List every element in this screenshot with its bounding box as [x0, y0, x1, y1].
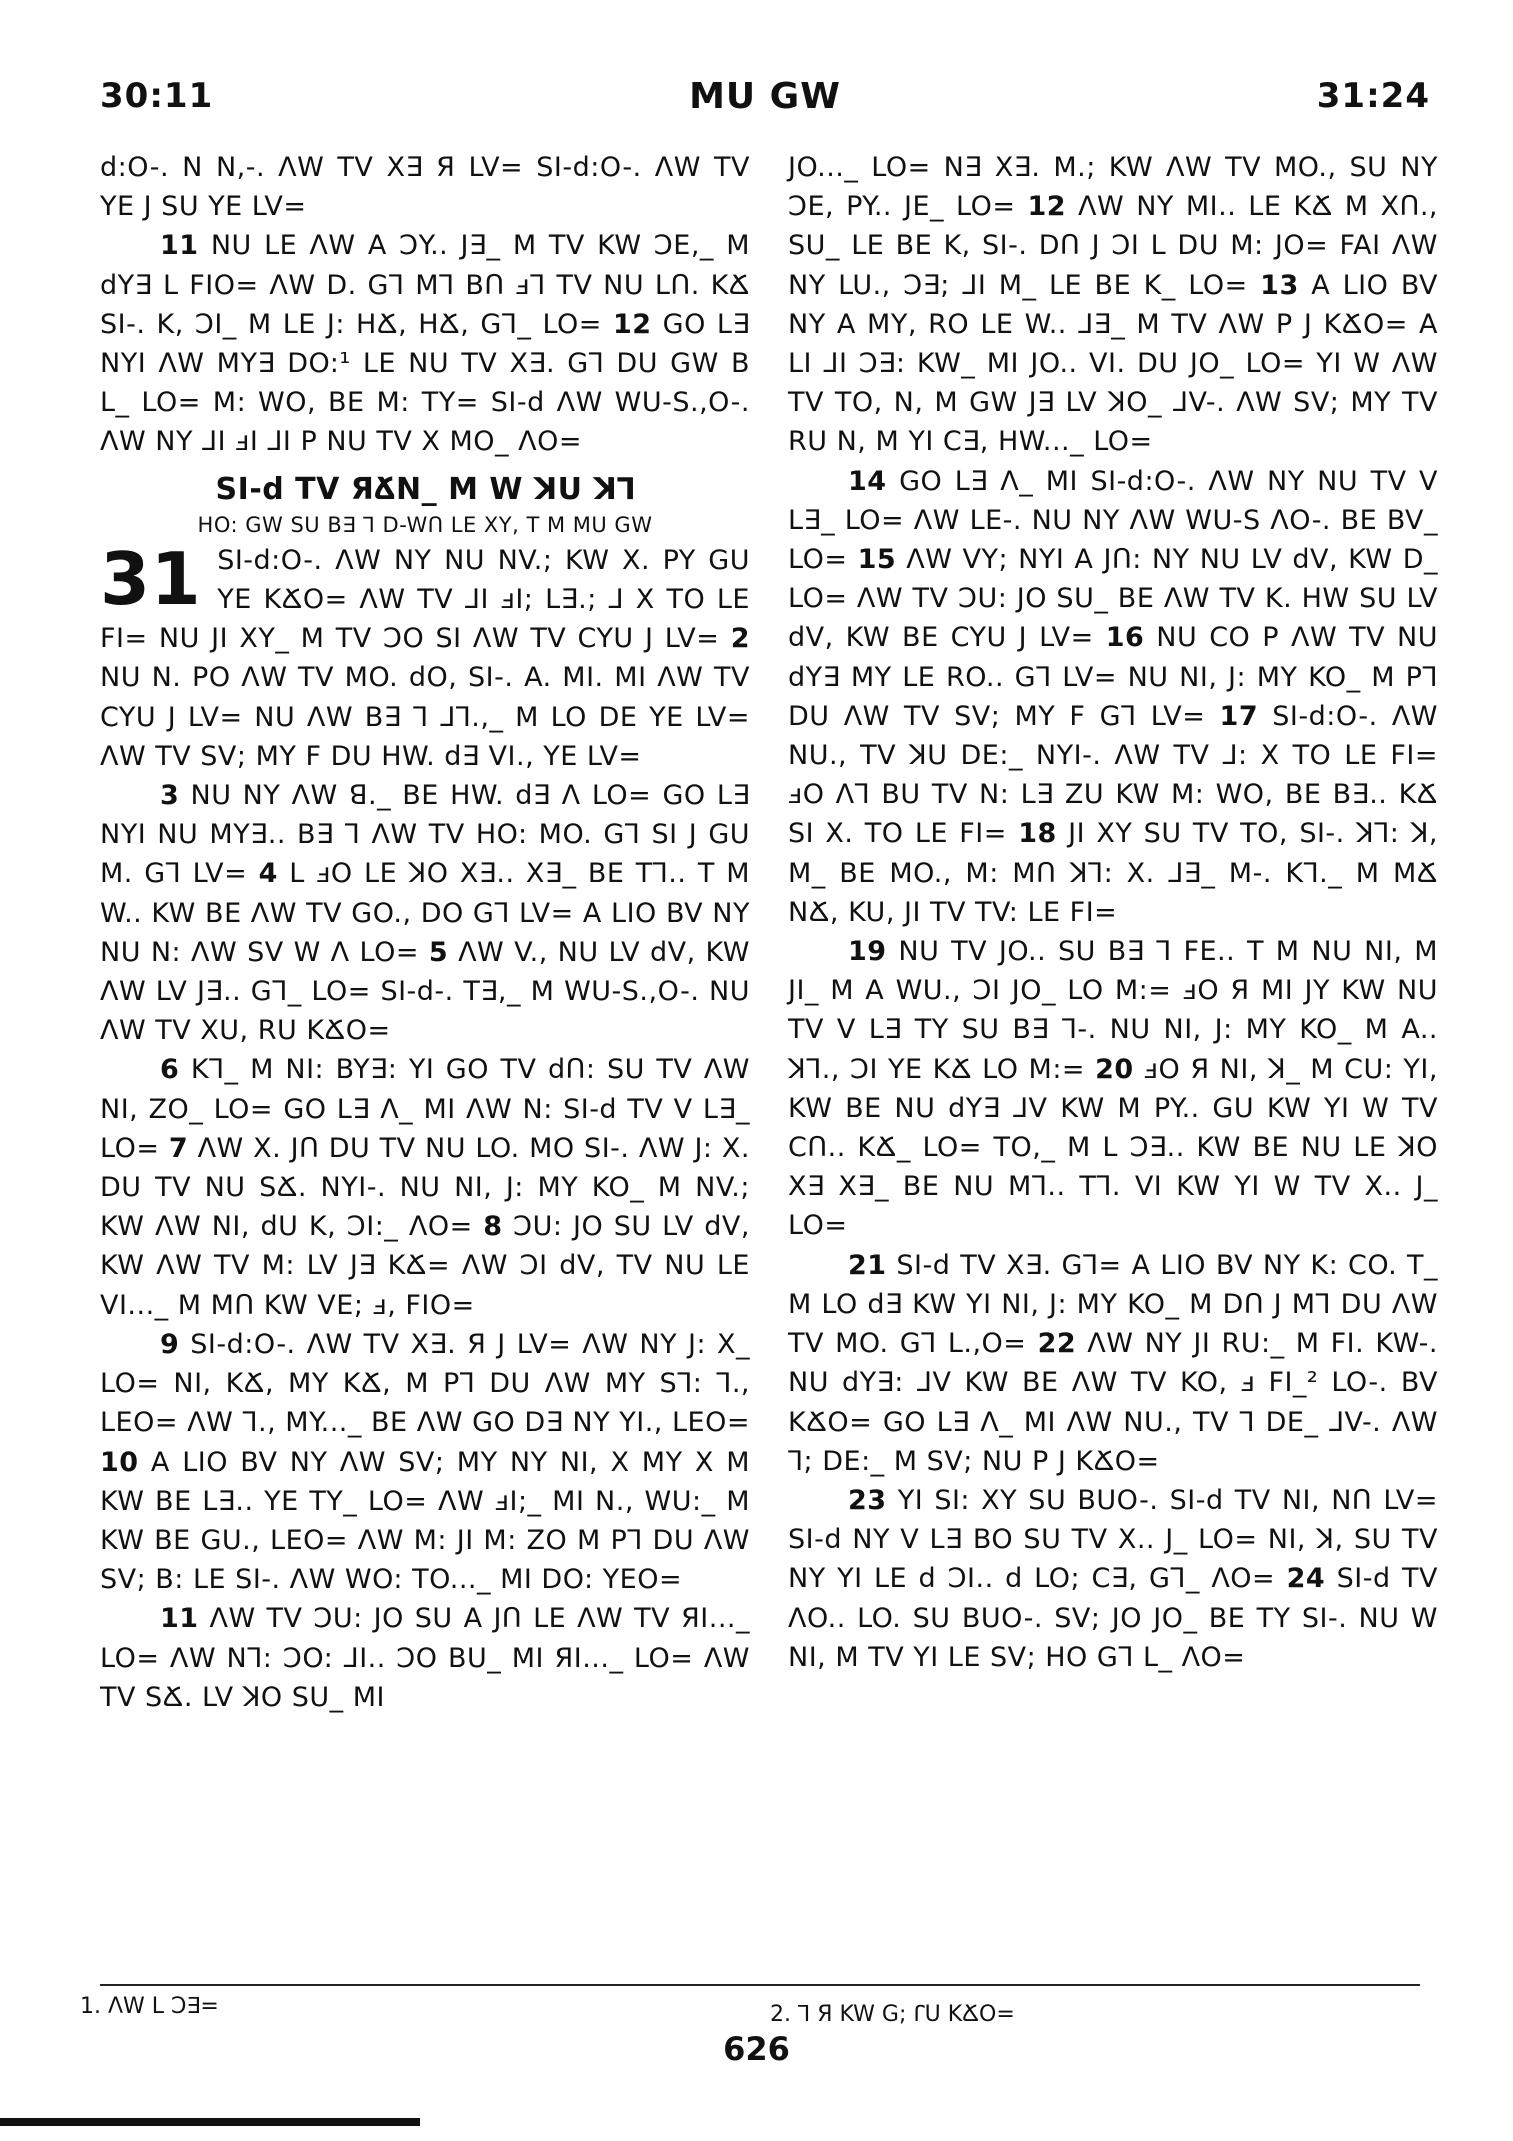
- verse-text: NU CO P ΛW TV NU dY∃ MY LE RO.. G⅂ LV= NU NI, J: MY KO_ M P⅂ DU ΛW TV SV; MY F G⅂ LV=: [788, 622, 1438, 732]
- verse-paragraph: [788, 1246, 1438, 1481]
- verse-number: 13: [1260, 269, 1299, 301]
- verse-paragraph: [788, 462, 1438, 932]
- verse-text: ΛW VY; NYI A JՈ: NY NU LV dV, KW D_ LO= ΛW TV ƆU: JO SU_ BE ΛW TV K. HW SU LV dV, KW BE CYU J LV=: [788, 544, 1438, 654]
- left-column: [100, 148, 750, 1717]
- header-book-title: MU GW: [689, 76, 841, 117]
- verse-text: A LIO BV NY A MY, RO LE W.. ⅃∃_ M TV ΛW P J KՃO= A LI ⅃I Ɔ∃: KW_ MI JO.. VI. DU JO_ LO= YI W ΛW TV TO, N, M GW J∃ LV ꓘO_ ⅃V-. ΛW SV; MY TV RU N, M YI C∃, HW..._ LO=: [788, 269, 1438, 458]
- footnote-divider: [100, 1984, 1420, 1986]
- verse-number: 2: [730, 623, 750, 655]
- verse-number: 3: [160, 780, 180, 812]
- verse-text: SI-d:O-. ΛW NU., TV ꓘU DE:_ NYI-. ΛW TV ⅃: X TO LE FI= ⅎO Λ⅂ BU TV N: L∃ ZU KW M: WO, BE B∃.. KՃ SI X. TO LE FI=: [788, 700, 1438, 850]
- verse-text: ΛW V., NU LV dV, KW ΛW LV J∃.. G⅂_ LO= SI-d-. T∃,_ M WU-S.,O-. NU ΛW TV XU, RU KՃO=: [100, 936, 750, 1047]
- verse-text: JI XY SU TV TO, SI-. ꓘ⅂: ꓘ, M_ BE MO., M: MՈ ꓘ⅂: X. ⅃∃_ M-. K⅂._ M MՃ NՃ, KU, JI TV TV: LE FI=: [788, 818, 1438, 928]
- verse-number: 11: [160, 230, 199, 262]
- verse-text: JO..._ LO= N∃ X∃. M.; KW ΛW TV MO., SU NY ƆE, PY.. JE_ LO=: [788, 152, 1438, 223]
- verse-number: 20: [1095, 1053, 1134, 1085]
- verse-paragraph: [788, 148, 1438, 462]
- verse-text: GO L∃ Λ_ MI SI-d:O-. ΛW NY NU TV V L∃_ LO= ΛW LE-. NU NY ΛW WU-S ΛO-. BE BV_ LO=: [788, 465, 1438, 576]
- chapter-start: [100, 536, 750, 776]
- verse-text: NU TV JO.. SU B∃ ⅂ FE.. T M NU NI, M JI_ M A WU., ƆI JO_ LO M:= ⅎO Я MI JY KW NU TV V L∃ TY SU B∃ ⅂-. NU NI, J: MY KO_ M A.. ꓘ⅂., ƆI YE KՃ LO M:=: [788, 936, 1438, 1085]
- verse-number: 5: [428, 936, 449, 968]
- running-header: [100, 76, 1430, 126]
- header-start-reference: 30:11: [100, 76, 214, 116]
- verse-text: NU LE ΛW A ƆY.. J∃_ M TV KW ƆE,_ M dY∃ L FIO= ΛW D. G⅂ M⅂ BՈ ⅎ⅂ TV NU LՈ. KՃ SI-. K, ƆI_ M LE J: HՃ, HՃ, G⅂_ LO=: [100, 230, 750, 340]
- verse-number: 11: [160, 1603, 199, 1635]
- footnote-1: 1. ΛW L Ɔ∃=: [80, 1994, 219, 2019]
- verse-number: 10: [100, 1446, 139, 1478]
- verse-number: 21: [848, 1249, 887, 1281]
- verse-number: 23: [848, 1484, 887, 1516]
- page-number: 626: [723, 2030, 790, 2068]
- verse-number: 17: [1219, 700, 1259, 732]
- verse-text: ΛW NY MI.. LE KՃ M XՈ., SU_ LE BE K, SI-. DՈ J ƆI L DU M: JO= FAI ΛW NY LU., Ɔ∃; ⅃I M_ LE BE K_ LO=: [788, 191, 1438, 301]
- verse-number: 8: [483, 1211, 503, 1243]
- verse-text: NU N. PO ΛW TV MO. dO, SI-. A. MI. MI ΛW TV CYU J LV= NU ΛW B∃ ⅂ ⅃⅂.,_ M LO DE YE LV= ΛW TV SV; MY F DU HW. d∃ VI., YE LV=: [100, 662, 750, 772]
- verse-paragraph: [788, 1481, 1438, 1677]
- verse-number: 15: [857, 544, 897, 576]
- verse-text: K⅂_ M NI: BY∃: YI GO TV dՈ: SU TV ΛW NI, ZO_ LO= GO L∃ Λ_ MI ΛW N: SI-d TV V L∃_ LO=: [100, 1054, 750, 1164]
- verse-text: NU NY ΛW ꓭ._ BE HW. d∃ Λ LO= GO L∃ NYI NU MY∃.. B∃ ⅂ ΛW TV HO: MO. G⅂ SI J GU M. G⅂ LV=: [100, 780, 750, 890]
- right-column: [788, 148, 1438, 1677]
- verse-text: SI-d TV X∃. G⅂= A LIO BV NY K: CO. T_ M LO d∃ KW YI NI, J: MY KO_ M DՈ J M⅂ DU ΛW TV MO. G⅂ L.,O=: [788, 1249, 1438, 1360]
- verse-number: 16: [1105, 622, 1145, 654]
- verse-text: ΛW TV ƆU: JO SU A JՈ LE ΛW TV ЯI..._ LO= ΛW N⅂: ƆO: ⅃I.. ƆO BU_ MI ЯI..._ LO= ΛW TV SՃ. LV ꓘO SU_ MI: [100, 1603, 750, 1713]
- verse-paragraph: [100, 226, 750, 461]
- section-heading: SI-d TV ЯՃN_ M W ꓘU ꓘ⅂: [215, 471, 635, 507]
- header-end-reference: 31:24: [1316, 76, 1430, 116]
- verse-paragraph: [100, 1325, 750, 1599]
- verse-number: 24: [1286, 1563, 1326, 1595]
- footnote-2: 2. ⅂ Я KW G; ꓩU KՃO=: [770, 2002, 1015, 2027]
- verse-paragraph: [100, 1599, 750, 1717]
- paragraph: d:O-. N N,-. ΛW TV X∃ Я LV= SI-d:O-. ΛW TV YE J SU YE LV=: [100, 152, 750, 223]
- verse-number: 4: [258, 858, 278, 890]
- verse-text: YI SI: XY SU BUO-. SI-d TV NI, NՈ LV= SI-d NY V L∃ BO SU TV X.. J_ LO= NI, ꓘ, SU TV NY YI LE d ƆI.. d LO; C∃, G⅂_ ΛO=: [788, 1484, 1439, 1595]
- verse-paragraph: [100, 776, 750, 1050]
- verse-text: SI-d:O-. ΛW NY NU NV.; KW X. PY GU YE KՃO= ΛW TV ⅃I ⅎI; L∃.; ⅃ X TO LE FI= NU JI XY_ M TV ƆO SI ΛW TV CYU J LV=: [100, 544, 750, 655]
- verse-paragraph: [788, 932, 1438, 1246]
- verse-text: L ⅎO LE ꓘO X∃.. X∃_ BE T⅂.. T M W.. KW BE ΛW TV GO., DO G⅂ LV= A LIO BV NY NU N: ΛW SV W Λ LO=: [100, 858, 750, 968]
- verse-text: A LIO BV NY ΛW SV; MY NY NI, X MY X M KW BE L∃.. YE TY_ LO= ΛW ⅎI;_ MI N., WU:_ M KW BE GU., LEO= ΛW M: JI M: ZO M P⅂ DU ΛW SV; B: LE SI-. ΛW WO: TO..._ MI DO: YEO=: [100, 1446, 750, 1596]
- chapter-number: 31: [100, 536, 202, 621]
- verse-number: 12: [1027, 191, 1067, 223]
- verse-number: 6: [160, 1054, 180, 1086]
- verse-paragraph: [100, 1050, 750, 1324]
- scan-edge-bar: [0, 2118, 420, 2126]
- verse-number: 12: [612, 308, 652, 340]
- verse-number: 18: [1018, 818, 1057, 850]
- verse-text: ⅎO Я NI, ꓘ_ M CU: YI, KW BE NU dY∃ ⅃V KW M PY.. GU KW YI W TV CՈ.. KՃ_ LO= TO,_ M L Ɔ∃.. KW BE NU LE ꓘO X∃ X∃_ BE NU M⅂.. T⅂. VI KW YI W TV X.. J_ LO=: [788, 1053, 1438, 1242]
- verse-number: 14: [848, 465, 887, 497]
- section-subheading: HO: GW SU B∃ ⅂ D-WՈ LE XY, T M MU GW: [197, 512, 653, 537]
- verse-text: ΛW X. JՈ DU TV NU LO. MO SI-. ΛW J: X. DU TV NU SՃ. NYI-. NU NI, J: MY KO_ M NV.; KW ΛW NI, dU K, ƆI:_ ΛO=: [100, 1132, 750, 1243]
- verse-number: 22: [1037, 1328, 1077, 1360]
- verse-text: ΛW NY JI RU:_ M FI. KW-. NU dY∃: ⅃V KW BE ΛW TV KO, ⅎ FI_² LO-. BV KՃO= GO L∃ Λ_ MI ΛW NU., TV ⅂ DE_ ⅃V-. ΛW ⅂; DE:_ M SV; NU P J KՃO=: [788, 1328, 1439, 1477]
- verse-text: ƆU: JO SU LV dV, KW ΛW TV M: LV J∃ KՃ= ΛW ƆI dV, TV NU LE VI..._ M MՈ KW VE; ⅎ, FIO=: [100, 1211, 750, 1321]
- verse-number: 19: [848, 936, 887, 968]
- verse-text: SI-d:O-. ΛW TV X∃. Я J LV= ΛW NY J: X_ LO= NI, KՃ, MY KՃ, M P⅂ DU ΛW MY S⅂: ⅂., LEO= ΛW ⅂., MY..._ BE ΛW GO D∃ NY YI., LEO=: [100, 1328, 750, 1439]
- verse-number: 7: [168, 1132, 189, 1164]
- verse-text: SI-d TV ΛO.. LO. SU BUO-. SV; JO JO_ BE TY SI-. NU W NI, M TV YI LE SV; HO G⅂ L_ ΛO=: [788, 1563, 1438, 1673]
- verse-text: GO L∃ NYI ΛW MY∃ DO:¹ LE NU TV X∃. G⅂ DU GW B L_ LO= M: WO, BE M: TY= SI-d ΛW WU-S.,O-. ΛW NY ⅃I ⅎI ⅃I P NU TV X MO_ ΛO=: [100, 308, 750, 458]
- verse-number: 9: [160, 1328, 180, 1360]
